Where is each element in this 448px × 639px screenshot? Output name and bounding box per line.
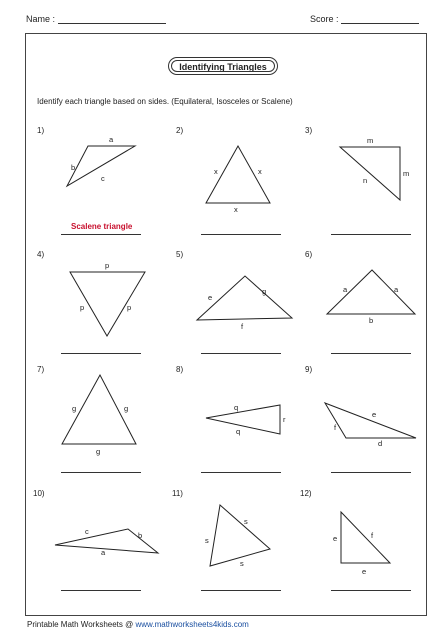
side-label: b [138,531,143,540]
side-label: r [283,415,286,424]
side-label: x [214,167,218,176]
side-label: s [205,536,209,545]
side-label: g [262,287,267,296]
instructions: Identify each triangle based on sides. (Equilateral, Isosceles or Scalene) [37,97,293,106]
side-label: a [109,135,114,144]
side-label: e [372,410,377,419]
side-label: s [244,517,248,526]
side-label: b [369,316,374,325]
side-label: f [241,322,244,331]
worksheet-title: Identifying Triangles [168,57,278,75]
side-label: g [124,404,129,413]
problem-number: 4) [37,250,45,259]
problem-number: 1) [37,126,45,135]
triangle-8 [206,405,280,434]
side-label: x [258,167,262,176]
score-label: Score : [310,14,339,24]
side-label: s [240,559,244,568]
side-label: c [101,174,105,183]
problem-number: 5) [176,250,184,259]
problem-number: 8) [176,365,184,374]
side-label: q [234,403,239,412]
problem-number: 7) [37,365,45,374]
triangle-6 [327,270,415,314]
sample-answer: Scalene triangle [71,222,133,231]
side-label: n [363,176,368,185]
triangle-9 [325,403,416,438]
triangle-11 [210,505,270,566]
side-label: a [101,548,106,557]
problem-number: 10) [33,489,45,498]
side-label: c [85,527,89,536]
triangle-12 [341,512,390,563]
side-label: m [367,136,374,145]
side-label: m [403,169,410,178]
side-label: f [371,531,374,540]
name-label: Name : [26,14,56,24]
triangle-10 [55,529,158,553]
problem-number: 12) [300,489,312,498]
side-label: d [378,439,383,448]
side-label: e [333,534,338,543]
footer-text: Printable Math Worksheets @ [27,620,136,629]
footer-link[interactable]: www.mathworksheets4kids.com [135,620,249,629]
problem-number: 9) [305,365,313,374]
side-label: g [72,404,77,413]
side-label: f [334,423,337,432]
side-label: p [127,303,132,312]
side-label: a [394,285,399,294]
side-label: g [96,447,101,456]
side-label: p [80,303,85,312]
side-label: a [343,285,348,294]
side-label: q [236,427,241,436]
side-label: x [234,205,238,214]
problem-number: 2) [176,126,184,135]
problem-number: 6) [305,250,313,259]
side-label: e [208,293,213,302]
triangle-3 [340,147,400,200]
problem-number: 11) [172,489,183,498]
side-label: b [71,163,76,172]
problem-number: 3) [305,126,313,135]
side-label: e [362,567,367,576]
footer [27,620,249,629]
side-label: p [105,261,110,270]
